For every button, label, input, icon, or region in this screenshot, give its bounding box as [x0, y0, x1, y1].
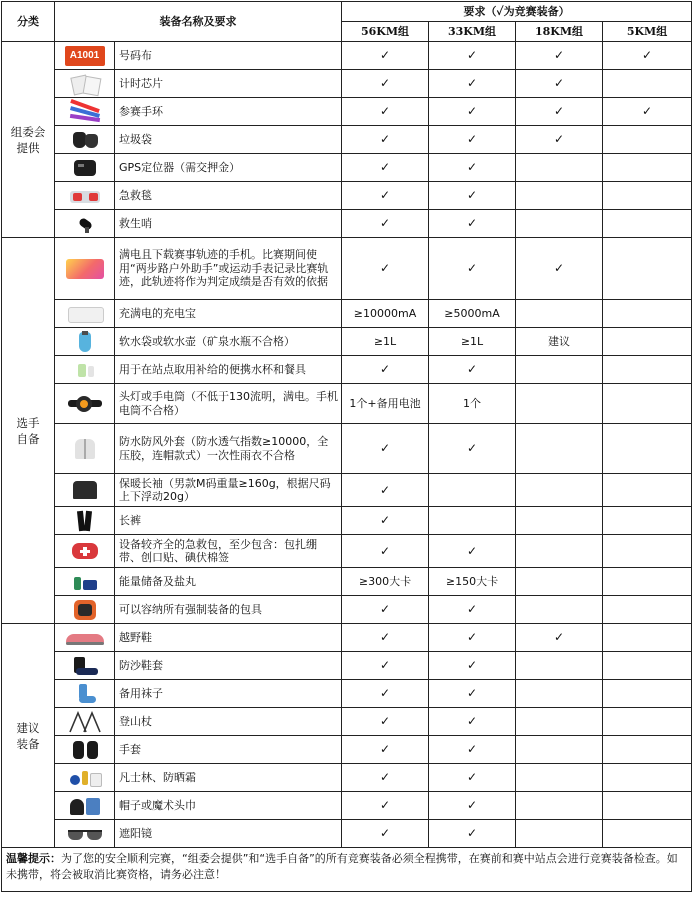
- requirement-cell: ✓: [429, 708, 516, 736]
- item-name: 计时芯片: [115, 70, 342, 98]
- requirement-cell: [603, 424, 692, 474]
- requirement-cell: ✓: [342, 736, 429, 764]
- requirement-cell: ✓: [342, 535, 429, 568]
- table-row: [2, 474, 692, 507]
- requirement-cell: ✓: [342, 98, 429, 126]
- requirement-cell: ≥10000mA: [342, 300, 429, 328]
- requirement-cell: ✓: [342, 42, 429, 70]
- requirement-cell: ✓: [342, 474, 429, 507]
- requirement-cell: ✓: [603, 42, 692, 70]
- table-row: [2, 708, 692, 736]
- group-header-56km: 56KM组: [342, 22, 429, 42]
- requirement-cell: [603, 736, 692, 764]
- table-row: [2, 70, 692, 98]
- table-row: [2, 126, 692, 154]
- item-name: 保暖长袖（男款M码重量≥160g，根据尺码上下浮动20g）: [115, 474, 342, 507]
- item-icon-cell: [55, 792, 115, 820]
- requirement-cell: [603, 624, 692, 652]
- table-row: [2, 820, 692, 848]
- requirement-cell: [603, 126, 692, 154]
- section-label: 建议 装备: [16, 720, 40, 751]
- requirement-cell: 1个: [429, 384, 516, 424]
- requirement-cell: ✓: [342, 154, 429, 182]
- requirement-cell: ✓: [516, 70, 603, 98]
- requirement-cell: [603, 300, 692, 328]
- item-header: 装备名称及要求: [55, 2, 342, 42]
- wristband-icon: [64, 101, 106, 123]
- long-sleeve-icon: [64, 479, 106, 501]
- item-name: 头灯或手电筒（不低于130流明，满电。手机电筒不合格）: [115, 384, 342, 424]
- headlamp-icon: [64, 393, 106, 415]
- section-label: 组委会 提供: [10, 124, 46, 155]
- requirement-cell: [516, 596, 603, 624]
- requirement-cell: ✓: [429, 820, 516, 848]
- item-name: 登山杖: [115, 708, 342, 736]
- requirement-cell: [603, 568, 692, 596]
- item-icon-cell: [55, 300, 115, 328]
- item-name: 急救毯: [115, 182, 342, 210]
- requirement-cell: ≥1L: [342, 328, 429, 356]
- requirement-cell: [516, 792, 603, 820]
- requirement-cell: [516, 424, 603, 474]
- item-name: 用于在站点取用补给的便携水杯和餐具: [115, 356, 342, 384]
- requirement-cell: [516, 764, 603, 792]
- footer-tip: [2, 848, 692, 892]
- requirement-cell: ✓: [342, 792, 429, 820]
- requirement-cell: [603, 596, 692, 624]
- gloves-icon: [64, 739, 106, 761]
- item-icon-cell: [55, 384, 115, 424]
- item-icon-cell: [55, 210, 115, 238]
- requirement-cell: ✓: [429, 535, 516, 568]
- requirement-cell: ✓: [342, 652, 429, 680]
- requirement-cell: ✓: [429, 792, 516, 820]
- requirement-cell: ✓: [516, 42, 603, 70]
- requirement-cell: ✓: [342, 356, 429, 384]
- item-name: 遮阳镜: [115, 820, 342, 848]
- table-row: [2, 764, 692, 792]
- table-row: [2, 154, 692, 182]
- item-name: 备用袜子: [115, 680, 342, 708]
- requirement-cell: [603, 182, 692, 210]
- power-bank-icon: [64, 303, 106, 325]
- gaiter-icon: [64, 655, 106, 677]
- table-row: [2, 736, 692, 764]
- table-row: [2, 300, 692, 328]
- table-row: [2, 328, 692, 356]
- requirement-cell: ✓: [429, 154, 516, 182]
- sock-icon: [64, 683, 106, 705]
- requirement-cell: ✓: [429, 764, 516, 792]
- requirement-cell: [516, 736, 603, 764]
- requirement-cell: [516, 300, 603, 328]
- first-aid-kit-icon: [64, 540, 106, 562]
- requirement-cell: ✓: [516, 238, 603, 300]
- item-name: 号码布: [115, 42, 342, 70]
- requirement-cell: [603, 474, 692, 507]
- requirement-cell: ✓: [342, 70, 429, 98]
- table-row: [2, 652, 692, 680]
- requirement-cell: ✓: [429, 70, 516, 98]
- requirement-cell: ✓: [342, 182, 429, 210]
- requirement-cell: ✓: [429, 42, 516, 70]
- trash-bag-icon: [64, 129, 106, 151]
- item-name: 长裤: [115, 507, 342, 535]
- requirement-cell: ✓: [342, 596, 429, 624]
- requirement-cell: [516, 708, 603, 736]
- item-name: GPS定位器（需交押金）: [115, 154, 342, 182]
- group-header-18km: 18KM组: [516, 22, 603, 42]
- requirement-cell: ✓: [429, 652, 516, 680]
- item-icon-cell: [55, 596, 115, 624]
- requirement-cell: ✓: [342, 624, 429, 652]
- item-name: 能量储备及盐丸: [115, 568, 342, 596]
- item-name: 充满电的充电宝: [115, 300, 342, 328]
- sunglasses-icon: [64, 823, 106, 845]
- buff-icon: [64, 795, 106, 817]
- item-name: 帽子或魔术头巾: [115, 792, 342, 820]
- table-row: [2, 680, 692, 708]
- requirement-cell: [516, 652, 603, 680]
- table-row: [2, 42, 692, 70]
- trail-shoe-icon: [64, 627, 106, 649]
- requirement-cell: ✓: [429, 182, 516, 210]
- requirement-cell: ✓: [429, 98, 516, 126]
- race-bib-icon: A1001: [64, 45, 106, 67]
- requirement-cell: [603, 238, 692, 300]
- jacket-icon: [64, 438, 106, 460]
- section-organizer-provided: [2, 42, 55, 238]
- requirement-cell: ✓: [603, 98, 692, 126]
- requirement-cell: [603, 792, 692, 820]
- requirement-cell: ≥150大卡: [429, 568, 516, 596]
- phone-icon: [64, 258, 106, 280]
- requirement-cell: ✓: [429, 238, 516, 300]
- requirement-cell: ✓: [342, 764, 429, 792]
- item-name: 可以容纳所有强制装备的包具: [115, 596, 342, 624]
- backpack-icon: [64, 599, 106, 621]
- requirement-cell: [516, 384, 603, 424]
- requirement-cell: ≥300大卡: [342, 568, 429, 596]
- requirement-cell: [603, 652, 692, 680]
- requirement-cell: ✓: [516, 126, 603, 154]
- requirement-cell: ✓: [342, 424, 429, 474]
- table-row: [2, 98, 692, 126]
- requirement-cell: [516, 535, 603, 568]
- requirement-cell: [516, 680, 603, 708]
- section-label: 选手 自备: [16, 415, 40, 446]
- item-icon-cell: [55, 70, 115, 98]
- tip-text: 为了您的安全顺利完赛，“组委会提供”和“选手自备”的所有竞赛装备必须全程携带，在赛前和赛中站点会进行竞赛装备检查。如未携带，将会被取消比赛资格，请务必注意！: [6, 852, 678, 881]
- requirement-cell: [516, 356, 603, 384]
- requirement-cell: [603, 764, 692, 792]
- requirement-cell: ✓: [342, 126, 429, 154]
- requirement-cell: ✓: [429, 736, 516, 764]
- requirement-cell: ✓: [516, 98, 603, 126]
- item-icon-cell: [55, 736, 115, 764]
- requirement-cell: [603, 384, 692, 424]
- requirement-cell: 1个+备用电池: [342, 384, 429, 424]
- requirement-cell: ✓: [516, 624, 603, 652]
- requirement-cell: ✓: [429, 596, 516, 624]
- requirement-cell: [603, 507, 692, 535]
- requirement-cell: [429, 507, 516, 535]
- requirement-cell: [603, 328, 692, 356]
- requirement-cell: [603, 154, 692, 182]
- item-icon-cell: [55, 182, 115, 210]
- item-icon-cell: [55, 474, 115, 507]
- group-header-5km: 5KM组: [603, 22, 692, 42]
- item-icon-cell: [55, 238, 115, 300]
- item-icon-cell: [55, 624, 115, 652]
- equipment-table: [1, 1, 692, 892]
- whistle-icon: [64, 213, 106, 235]
- table-row: [2, 535, 692, 568]
- requirement-cell: ✓: [429, 126, 516, 154]
- cup-icon: [64, 359, 106, 381]
- requirement-cell: [516, 182, 603, 210]
- requirement-cell: [603, 70, 692, 98]
- requirement-cell: [603, 708, 692, 736]
- timing-chip-icon: [64, 73, 106, 95]
- item-icon-cell: [55, 652, 115, 680]
- water-bottle-icon: [64, 331, 106, 353]
- requirement-cell: ✓: [429, 210, 516, 238]
- item-name: 救生哨: [115, 210, 342, 238]
- requirement-cell: ✓: [342, 820, 429, 848]
- table-row: [2, 210, 692, 238]
- item-icon-cell: [55, 42, 115, 70]
- requirement-cell: ✓: [342, 708, 429, 736]
- item-icon-cell: [55, 764, 115, 792]
- item-name: 满电且下载赛事轨迹的手机。比赛期间使用“两步路户外助手”或运动手表记录比赛轨迹，此轨迹将作为判定成绩是否有效的依据: [115, 238, 342, 300]
- requirement-cell: [603, 535, 692, 568]
- requirement-cell: [516, 474, 603, 507]
- item-name: 参赛手环: [115, 98, 342, 126]
- item-name: 凡士林、防晒霜: [115, 764, 342, 792]
- requirement-cell: ✓: [429, 680, 516, 708]
- item-icon-cell: [55, 708, 115, 736]
- requirement-cell: ✓: [429, 624, 516, 652]
- requirement-cell: ✓: [429, 356, 516, 384]
- table-row: [2, 182, 692, 210]
- requirement-cell: ≥1L: [429, 328, 516, 356]
- item-name: 防沙鞋套: [115, 652, 342, 680]
- requirement-cell: [603, 210, 692, 238]
- table-row: [2, 238, 692, 300]
- item-icon-cell: [55, 126, 115, 154]
- requirement-cell: ✓: [342, 238, 429, 300]
- item-icon-cell: [55, 568, 115, 596]
- item-icon-cell: [55, 328, 115, 356]
- table-row: [2, 424, 692, 474]
- requirement-cell: 建议: [516, 328, 603, 356]
- requirement-header: 要求（✓为竞赛装备）: [342, 2, 692, 22]
- requirement-cell: ✓: [429, 424, 516, 474]
- item-icon-cell: [55, 154, 115, 182]
- item-icon-cell: [55, 507, 115, 535]
- item-icon-cell: [55, 98, 115, 126]
- section-suggested: [2, 624, 55, 848]
- requirement-cell: ≥5000mA: [429, 300, 516, 328]
- item-icon-cell: [55, 424, 115, 474]
- requirement-cell: [516, 507, 603, 535]
- emergency-blanket-icon: [64, 185, 106, 207]
- category-header: 分类: [2, 2, 55, 42]
- equipment-rows: [2, 42, 692, 848]
- trousers-icon: [64, 510, 106, 532]
- item-icon-cell: [55, 356, 115, 384]
- sunscreen-icon: [64, 767, 106, 789]
- requirement-cell: ✓: [342, 210, 429, 238]
- requirement-cell: ✓: [342, 680, 429, 708]
- requirement-cell: [429, 474, 516, 507]
- table-row: [2, 568, 692, 596]
- requirement-cell: [516, 820, 603, 848]
- energy-food-icon: [64, 571, 106, 593]
- group-header-33km: 33KM组: [429, 22, 516, 42]
- item-icon-cell: [55, 680, 115, 708]
- item-name: 设备较齐全的急救包，至少包含：包扎绷带、创口贴、碘伏棉签: [115, 535, 342, 568]
- requirement-cell: [516, 154, 603, 182]
- item-name: 软水袋或软水壶（矿泉水瓶不合格）: [115, 328, 342, 356]
- item-name: 防水防风外套（防水透气指数≥10000，全压胶，连帽款式）一次性雨衣不合格: [115, 424, 342, 474]
- table-row: [2, 356, 692, 384]
- table-row: [2, 624, 692, 652]
- item-name: 越野鞋: [115, 624, 342, 652]
- section-self-prepared: [2, 238, 55, 624]
- requirement-cell: [516, 568, 603, 596]
- item-icon-cell: [55, 820, 115, 848]
- table-row: [2, 596, 692, 624]
- item-name: 手套: [115, 736, 342, 764]
- requirement-cell: [603, 356, 692, 384]
- requirement-cell: [603, 680, 692, 708]
- table-row: [2, 507, 692, 535]
- requirement-cell: [516, 210, 603, 238]
- item-name: 垃圾袋: [115, 126, 342, 154]
- item-icon-cell: [55, 535, 115, 568]
- requirement-cell: ✓: [342, 507, 429, 535]
- tip-label: 温馨提示：: [6, 852, 61, 865]
- requirement-cell: [603, 820, 692, 848]
- table-row: [2, 384, 692, 424]
- trekking-pole-icon: [64, 711, 106, 733]
- table-row: [2, 792, 692, 820]
- gps-tracker-icon: [64, 157, 106, 179]
